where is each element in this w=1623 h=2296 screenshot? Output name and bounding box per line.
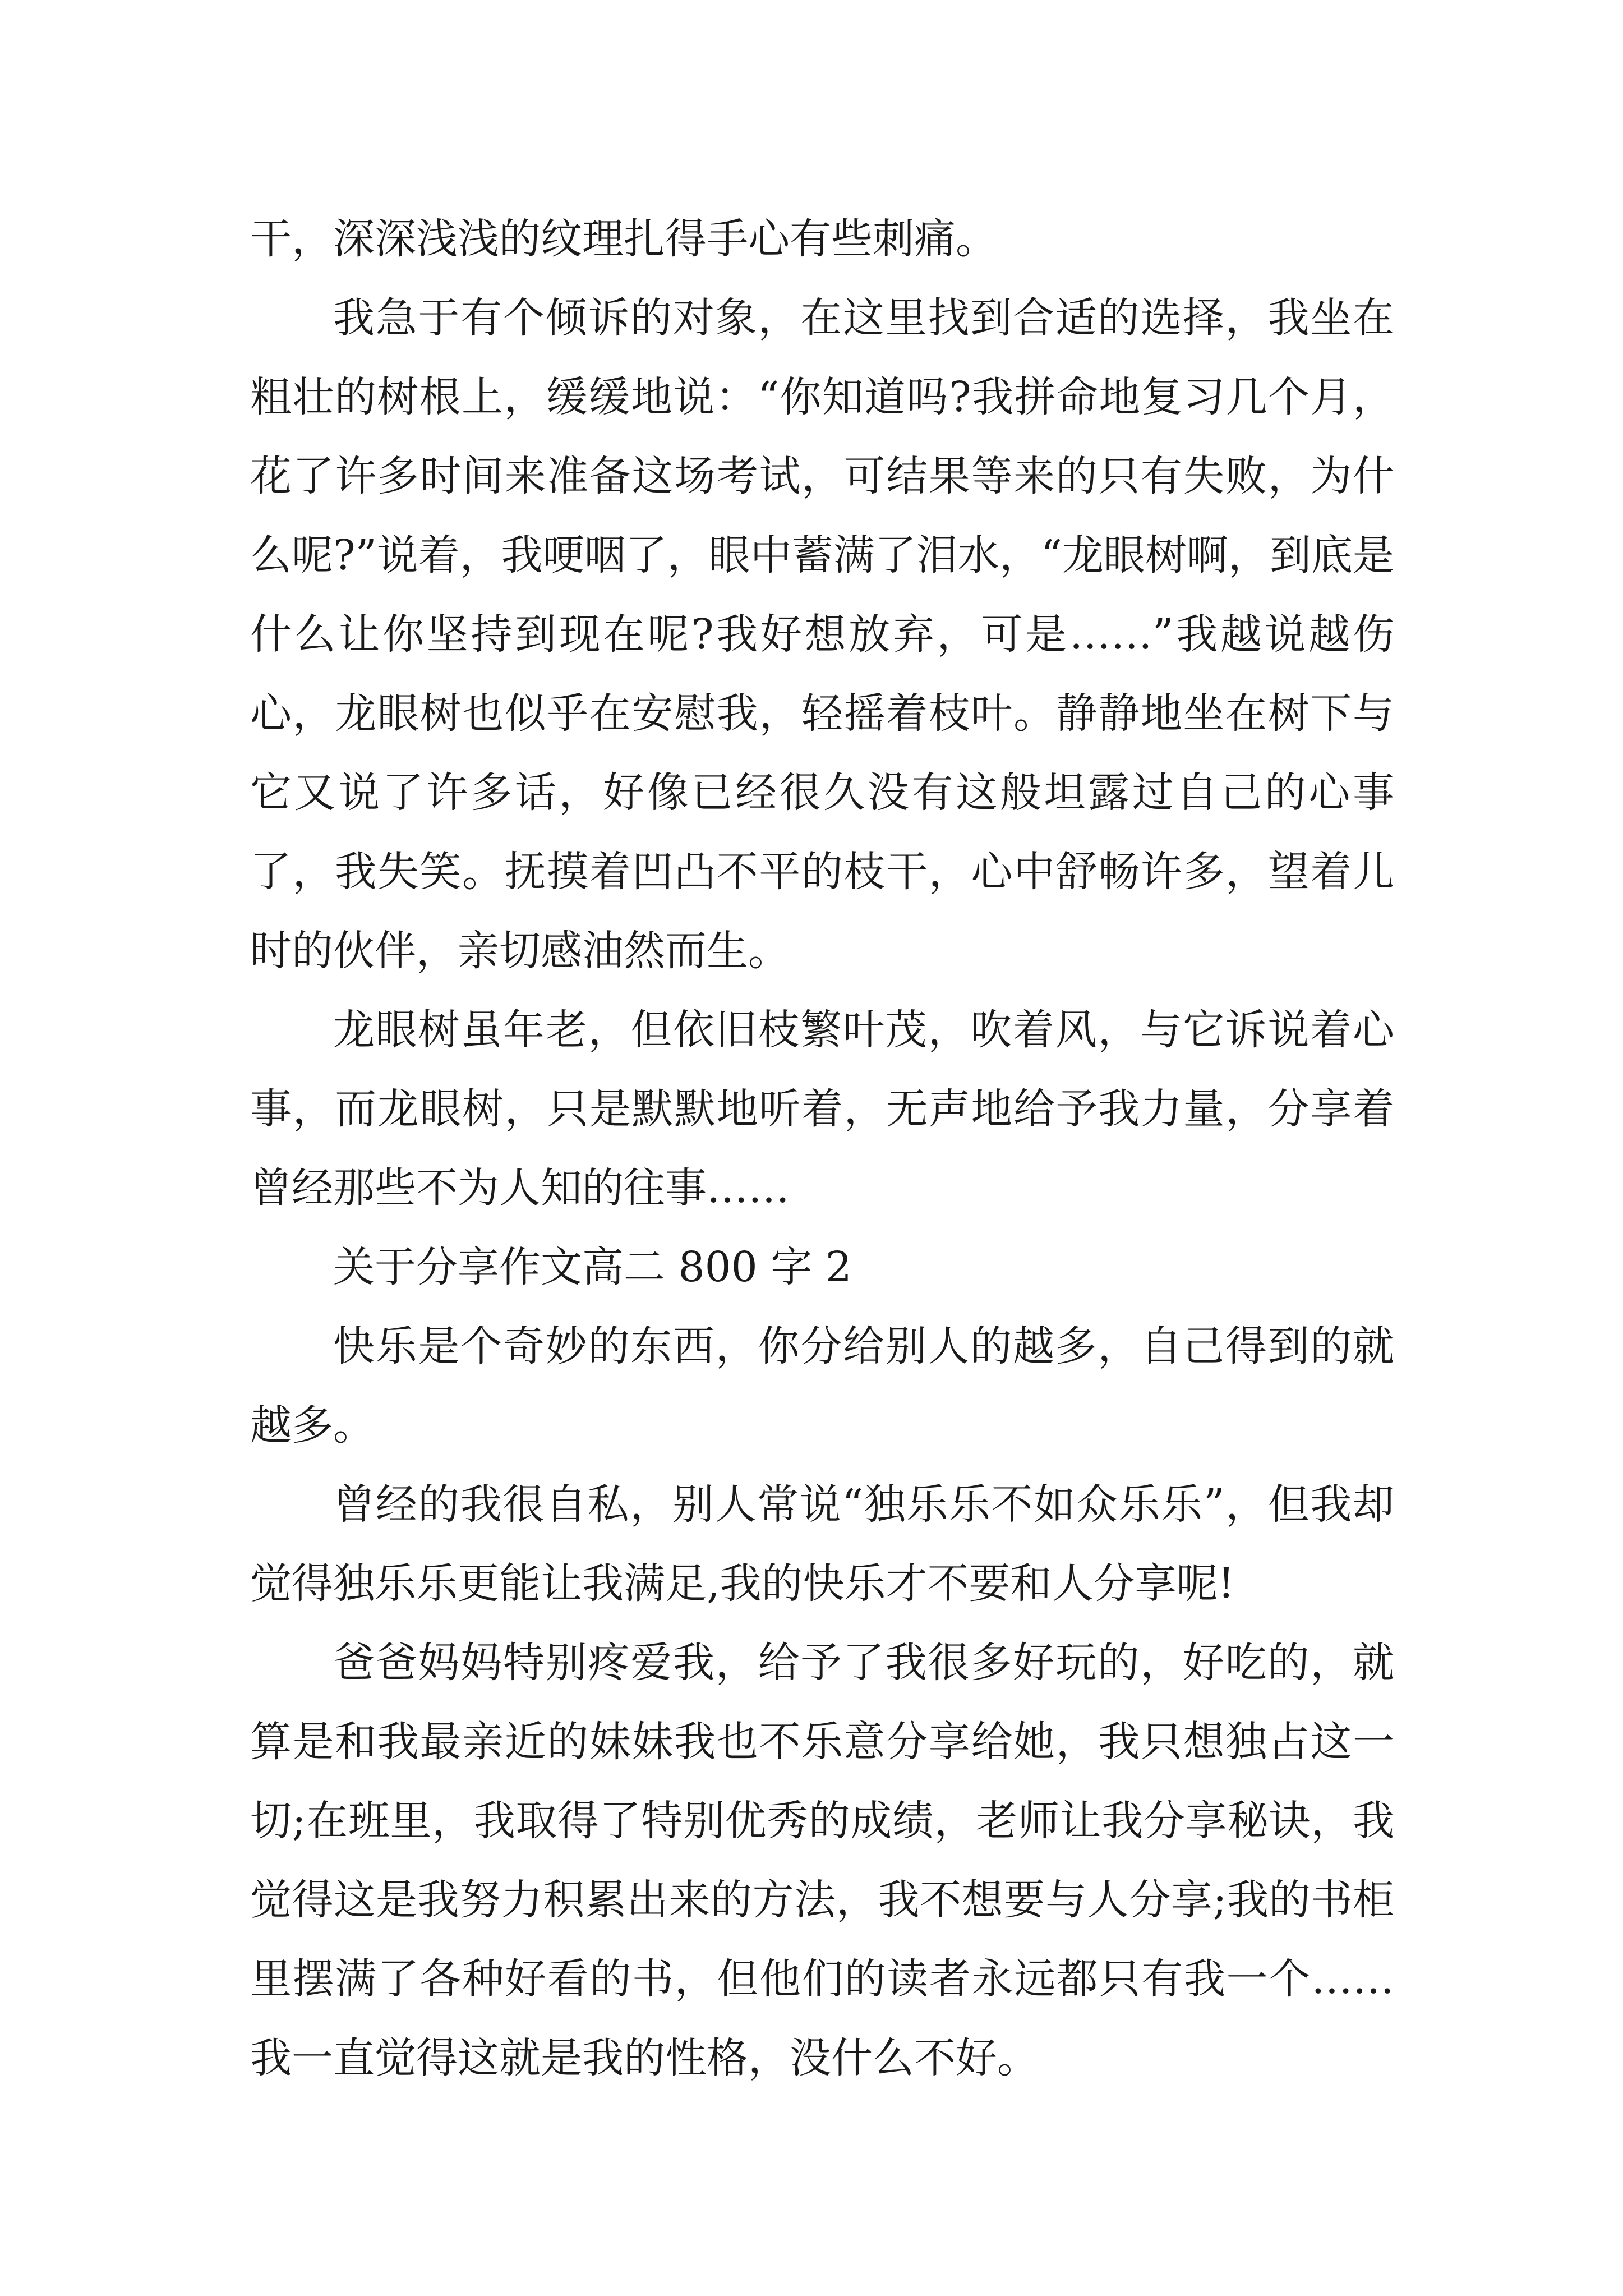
section-heading: 关于分享作文高二 800 字 2 <box>333 1243 852 1291</box>
paragraph: 我急于有个倾诉的对象，在这里找到合适的选择，我坐在粗壮的树根上，缓缓地说：“你知道吗?我拼命地复习几个月，花了许多时间来准备这场考试，可结果等来的只有失败，为什么呢?”说着，我哽咽了，眼中蓄满了泪水，“龙眼树啊，到底是什么让你坚持到现在呢?我好想放弃，可是……”我越说越伤心，龙眼树也似乎在安慰我，轻摇着枝叶。静静地坐在树下与它又说了许多话，好像已经很久没有这般坦露过自己的心事了，我失笑。抚摸着凹凸不平的枝干，心中舒畅许多，望着儿时的伙伴，亲切感油然而生。 <box>250 294 1394 975</box>
paragraph: 曾经的我很自私，别人常说“独乐乐不如众乐乐”，但我却觉得独乐乐更能让我满足,我的快乐才不要和人分享呢! <box>250 1480 1394 1608</box>
paragraph: 龙眼树虽年老，但依旧枝繁叶茂，吹着风，与它诉说着心事，而龙眼树，只是默默地听着，无声地给予我力量，分享着曾经那些不为人知的往事…… <box>250 1006 1394 1212</box>
paragraph: 爸爸妈妈特别疼爱我，给予了我很多好玩的，好吃的，就算是和我最亲近的妹妹我也不乐意分享给她，我只想独占这一切;在班里，我取得了特别优秀的成绩，老师让我分享秘诀，我觉得这是我努力积累出来的方法，我不想要与人分享;我的书柜里摆满了各种好看的书，但他们的读者永远都只有我一个……我一直觉得这就是我的性格，没什么不好。 <box>250 1639 1394 2082</box>
paragraph: 快乐是个奇妙的东西，你分给别人的越多，自己得到的就越多。 <box>250 1322 1394 1450</box>
paragraph-continuation: 干，深深浅浅的纹理扎得手心有些刺痛。 <box>250 215 997 263</box>
document-body <box>250 200 1394 2098</box>
